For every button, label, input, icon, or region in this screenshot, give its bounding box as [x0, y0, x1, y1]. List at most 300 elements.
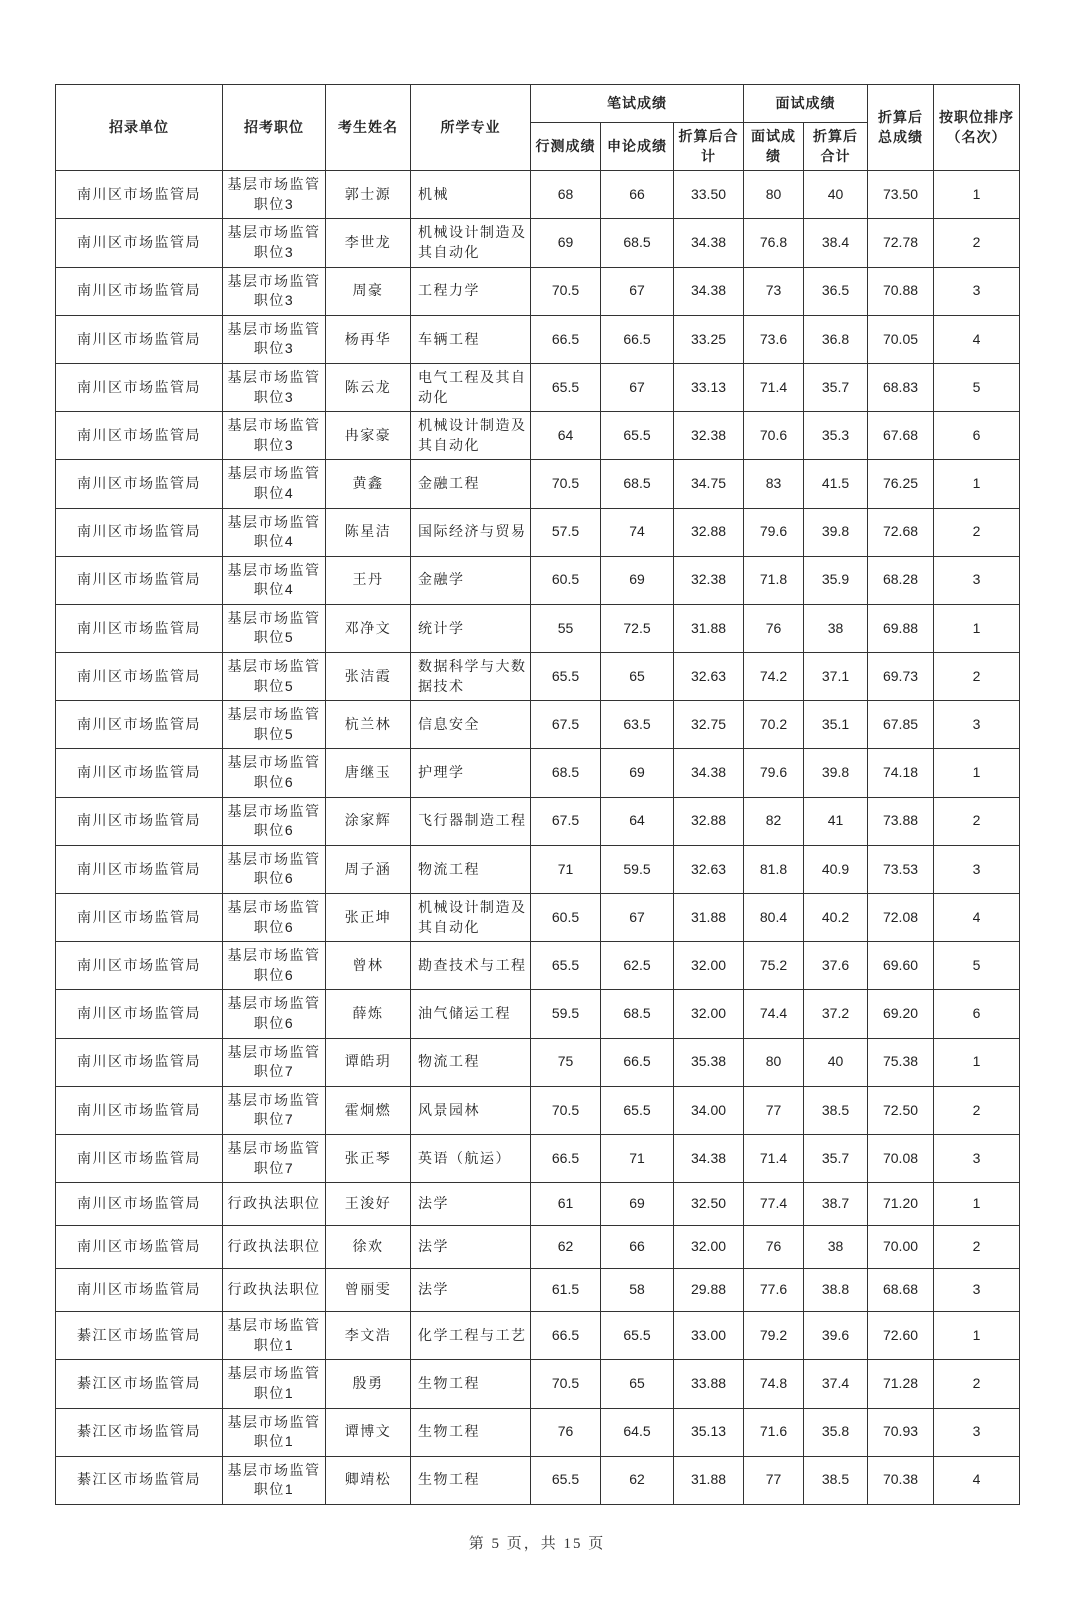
cell-iscore: 79.6: [744, 749, 804, 797]
cell-wconv: 34.75: [674, 460, 744, 508]
cell-total: 69.20: [868, 990, 934, 1038]
cell-xingce: 65.5: [531, 942, 601, 990]
cell-position: 行政执法职位: [223, 1183, 326, 1226]
cell-xingce: 71: [531, 845, 601, 893]
cell-position: 基层市场监管职位5: [223, 604, 326, 652]
cell-iconv: 38.7: [804, 1183, 868, 1226]
cell-name: 张正坤: [326, 894, 411, 942]
cell-unit: 南川区市场监管局: [56, 845, 223, 893]
cell-iconv: 37.6: [804, 942, 868, 990]
col-group-interview-score: 面试成绩: [744, 85, 868, 123]
cell-unit: 南川区市场监管局: [56, 1269, 223, 1312]
cell-iconv: 40.9: [804, 845, 868, 893]
cell-iscore: 74.8: [744, 1360, 804, 1408]
cell-position: 基层市场监管职位6: [223, 942, 326, 990]
table-row: [56, 1269, 1020, 1312]
cell-iscore: 79.2: [744, 1312, 804, 1360]
cell-total: 70.93: [868, 1408, 934, 1456]
cell-major: 英语（航运）: [411, 1134, 531, 1182]
cell-xingce: 70.5: [531, 267, 601, 315]
cell-xingce: 76: [531, 1408, 601, 1456]
cell-major: 物流工程: [411, 845, 531, 893]
cell-iconv: 35.9: [804, 556, 868, 604]
cell-name: 李世龙: [326, 219, 411, 267]
cell-xingce: 65.5: [531, 653, 601, 701]
col-header-candidate-name: 考生姓名: [326, 85, 411, 171]
col-header-interview-score: 面试成绩: [744, 123, 804, 171]
table-row: [56, 171, 1020, 219]
cell-rank: 2: [934, 1360, 1020, 1408]
cell-total: 69.88: [868, 604, 934, 652]
cell-total: 75.38: [868, 1038, 934, 1086]
cell-shenlun: 66.5: [601, 1038, 674, 1086]
cell-name: 谭皓玥: [326, 1038, 411, 1086]
cell-total: 70.05: [868, 315, 934, 363]
cell-shenlun: 69: [601, 556, 674, 604]
cell-wconv: 32.00: [674, 942, 744, 990]
cell-total: 68.83: [868, 363, 934, 411]
cell-major: 油气储运工程: [411, 990, 531, 1038]
cell-rank: 2: [934, 508, 1020, 556]
cell-total: 67.68: [868, 412, 934, 460]
cell-total: 70.08: [868, 1134, 934, 1182]
cell-shenlun: 68.5: [601, 990, 674, 1038]
cell-xingce: 75: [531, 1038, 601, 1086]
cell-xingce: 60.5: [531, 894, 601, 942]
col-header-total-score: 折算后总成绩: [868, 85, 934, 171]
cell-total: 69.73: [868, 653, 934, 701]
cell-wconv: 32.38: [674, 412, 744, 460]
cell-total: 72.78: [868, 219, 934, 267]
cell-iscore: 71.4: [744, 1134, 804, 1182]
cell-rank: 4: [934, 1456, 1020, 1504]
table-row: [56, 1312, 1020, 1360]
table-row: [56, 845, 1020, 893]
cell-name: 霍炯燃: [326, 1086, 411, 1134]
cell-major: 飞行器制造工程: [411, 797, 531, 845]
cell-iconv: 38.4: [804, 219, 868, 267]
cell-shenlun: 59.5: [601, 845, 674, 893]
table-row: [56, 1038, 1020, 1086]
cell-name: 王丹: [326, 556, 411, 604]
cell-total: 71.20: [868, 1183, 934, 1226]
cell-iscore: 76: [744, 1226, 804, 1269]
cell-unit: 南川区市场监管局: [56, 171, 223, 219]
cell-total: 74.18: [868, 749, 934, 797]
cell-major: 机械设计制造及其自动化: [411, 412, 531, 460]
cell-shenlun: 65: [601, 653, 674, 701]
cell-rank: 2: [934, 797, 1020, 845]
cell-shenlun: 66: [601, 171, 674, 219]
table-row: [56, 990, 1020, 1038]
table-row: [56, 797, 1020, 845]
cell-xingce: 59.5: [531, 990, 601, 1038]
cell-name: 曾丽雯: [326, 1269, 411, 1312]
cell-position: 基层市场监管职位6: [223, 990, 326, 1038]
cell-rank: 1: [934, 749, 1020, 797]
cell-shenlun: 69: [601, 749, 674, 797]
cell-major: 数据科学与大数据技术: [411, 653, 531, 701]
col-header-major: 所学专业: [411, 85, 531, 171]
cell-xingce: 60.5: [531, 556, 601, 604]
cell-wconv: 32.50: [674, 1183, 744, 1226]
cell-iscore: 71.8: [744, 556, 804, 604]
cell-position: 基层市场监管职位3: [223, 315, 326, 363]
cell-major: 工程力学: [411, 267, 531, 315]
cell-wconv: 34.38: [674, 219, 744, 267]
table-header: [56, 85, 1020, 171]
cell-rank: 3: [934, 267, 1020, 315]
cell-name: 周子涵: [326, 845, 411, 893]
cell-unit: 南川区市场监管局: [56, 460, 223, 508]
cell-unit: 南川区市场监管局: [56, 1038, 223, 1086]
cell-unit: 南川区市场监管局: [56, 1226, 223, 1269]
cell-iconv: 41.5: [804, 460, 868, 508]
table-row: [56, 556, 1020, 604]
cell-unit: 南川区市场监管局: [56, 990, 223, 1038]
cell-xingce: 61: [531, 1183, 601, 1226]
cell-iscore: 74.2: [744, 653, 804, 701]
cell-shenlun: 68.5: [601, 460, 674, 508]
table-row: [56, 267, 1020, 315]
cell-wconv: 32.88: [674, 797, 744, 845]
cell-xingce: 62: [531, 1226, 601, 1269]
cell-xingce: 67.5: [531, 701, 601, 749]
cell-wconv: 34.38: [674, 1134, 744, 1182]
cell-rank: 6: [934, 412, 1020, 460]
cell-position: 基层市场监管职位7: [223, 1134, 326, 1182]
cell-iscore: 73.6: [744, 315, 804, 363]
col-group-written-score: 笔试成绩: [531, 85, 744, 123]
table-row: [56, 653, 1020, 701]
table-row: [56, 942, 1020, 990]
cell-position: 基层市场监管职位6: [223, 797, 326, 845]
cell-rank: 3: [934, 1134, 1020, 1182]
cell-wconv: 32.75: [674, 701, 744, 749]
col-header-rank: 按职位排序（名次）: [934, 85, 1020, 171]
cell-wconv: 35.38: [674, 1038, 744, 1086]
cell-major: 统计学: [411, 604, 531, 652]
cell-name: 李文浩: [326, 1312, 411, 1360]
table-body: [56, 171, 1020, 1505]
cell-iscore: 73: [744, 267, 804, 315]
table-row: [56, 412, 1020, 460]
cell-rank: 3: [934, 845, 1020, 893]
cell-iscore: 75.2: [744, 942, 804, 990]
cell-iconv: 39.8: [804, 749, 868, 797]
cell-iconv: 36.8: [804, 315, 868, 363]
cell-unit: 南川区市场监管局: [56, 363, 223, 411]
cell-shenlun: 72.5: [601, 604, 674, 652]
cell-name: 黄鑫: [326, 460, 411, 508]
cell-rank: 3: [934, 1408, 1020, 1456]
cell-position: 基层市场监管职位5: [223, 701, 326, 749]
cell-shenlun: 67: [601, 894, 674, 942]
cell-unit: 南川区市场监管局: [56, 412, 223, 460]
cell-name: 陈星洁: [326, 508, 411, 556]
cell-rank: 3: [934, 556, 1020, 604]
cell-wconv: 32.63: [674, 653, 744, 701]
cell-position: 基层市场监管职位1: [223, 1360, 326, 1408]
cell-iscore: 77.6: [744, 1269, 804, 1312]
cell-iconv: 40: [804, 1038, 868, 1086]
cell-name: 张正琴: [326, 1134, 411, 1182]
cell-rank: 1: [934, 604, 1020, 652]
cell-xingce: 70.5: [531, 1360, 601, 1408]
page-number: 第 5 页，共 15 页: [468, 1536, 606, 1552]
cell-wconv: 32.63: [674, 845, 744, 893]
cell-total: 72.60: [868, 1312, 934, 1360]
cell-wconv: 33.13: [674, 363, 744, 411]
cell-rank: 4: [934, 894, 1020, 942]
cell-total: 70.00: [868, 1226, 934, 1269]
cell-iscore: 82: [744, 797, 804, 845]
table-row: [56, 749, 1020, 797]
cell-iconv: 38.8: [804, 1269, 868, 1312]
cell-total: 72.50: [868, 1086, 934, 1134]
cell-major: 机械: [411, 171, 531, 219]
cell-xingce: 61.5: [531, 1269, 601, 1312]
cell-unit: 南川区市场监管局: [56, 894, 223, 942]
cell-total: 68.68: [868, 1269, 934, 1312]
cell-rank: 3: [934, 701, 1020, 749]
cell-iconv: 36.5: [804, 267, 868, 315]
cell-xingce: 67.5: [531, 797, 601, 845]
cell-wconv: 31.88: [674, 1456, 744, 1504]
cell-iconv: 35.7: [804, 1134, 868, 1182]
cell-xingce: 68: [531, 171, 601, 219]
cell-major: 生物工程: [411, 1360, 531, 1408]
cell-wconv: 33.25: [674, 315, 744, 363]
cell-wconv: 35.13: [674, 1408, 744, 1456]
cell-major: 护理学: [411, 749, 531, 797]
cell-shenlun: 63.5: [601, 701, 674, 749]
cell-shenlun: 62: [601, 1456, 674, 1504]
cell-major: 车辆工程: [411, 315, 531, 363]
cell-shenlun: 62.5: [601, 942, 674, 990]
cell-shenlun: 68.5: [601, 219, 674, 267]
cell-rank: 4: [934, 315, 1020, 363]
cell-wconv: 34.38: [674, 267, 744, 315]
cell-shenlun: 74: [601, 508, 674, 556]
cell-xingce: 66.5: [531, 1312, 601, 1360]
cell-name: 徐欢: [326, 1226, 411, 1269]
cell-position: 基层市场监管职位6: [223, 845, 326, 893]
cell-major: 勘查技术与工程: [411, 942, 531, 990]
table-row: [56, 701, 1020, 749]
cell-major: 电气工程及其自动化: [411, 363, 531, 411]
cell-iconv: 37.4: [804, 1360, 868, 1408]
cell-major: 法学: [411, 1183, 531, 1226]
cell-position: 基层市场监管职位4: [223, 556, 326, 604]
cell-shenlun: 69: [601, 1183, 674, 1226]
cell-total: 72.68: [868, 508, 934, 556]
cell-wconv: 33.88: [674, 1360, 744, 1408]
col-header-xingce-score: 行测成绩: [531, 123, 601, 171]
cell-xingce: 66.5: [531, 1134, 601, 1182]
cell-unit: 南川区市场监管局: [56, 556, 223, 604]
cell-iconv: 35.8: [804, 1408, 868, 1456]
cell-major: 金融学: [411, 556, 531, 604]
cell-rank: 5: [934, 942, 1020, 990]
cell-unit: 南川区市场监管局: [56, 1134, 223, 1182]
cell-total: 70.38: [868, 1456, 934, 1504]
cell-total: 67.85: [868, 701, 934, 749]
cell-shenlun: 65.5: [601, 1312, 674, 1360]
cell-major: 生物工程: [411, 1408, 531, 1456]
cell-rank: 6: [934, 990, 1020, 1038]
cell-unit: 綦江区市场监管局: [56, 1456, 223, 1504]
cell-name: 郭士源: [326, 171, 411, 219]
cell-wconv: 29.88: [674, 1269, 744, 1312]
cell-major: 化学工程与工艺: [411, 1312, 531, 1360]
cell-name: 谭博文: [326, 1408, 411, 1456]
cell-shenlun: 71: [601, 1134, 674, 1182]
cell-position: 基层市场监管职位1: [223, 1456, 326, 1504]
cell-iscore: 77: [744, 1086, 804, 1134]
cell-major: 机械设计制造及其自动化: [411, 219, 531, 267]
cell-unit: 南川区市场监管局: [56, 508, 223, 556]
col-header-unit: 招录单位: [56, 85, 223, 171]
cell-shenlun: 58: [601, 1269, 674, 1312]
cell-name: 张洁霞: [326, 653, 411, 701]
cell-iscore: 77: [744, 1456, 804, 1504]
cell-shenlun: 66.5: [601, 315, 674, 363]
col-header-shenlun-score: 申论成绩: [601, 123, 674, 171]
cell-wconv: 32.38: [674, 556, 744, 604]
cell-rank: 2: [934, 1086, 1020, 1134]
cell-name: 王浚好: [326, 1183, 411, 1226]
cell-total: 76.25: [868, 460, 934, 508]
cell-wconv: 33.50: [674, 171, 744, 219]
cell-iscore: 70.2: [744, 701, 804, 749]
cell-position: 基层市场监管职位3: [223, 363, 326, 411]
cell-shenlun: 65.5: [601, 412, 674, 460]
cell-unit: 南川区市场监管局: [56, 315, 223, 363]
cell-position: 行政执法职位: [223, 1226, 326, 1269]
cell-position: 基层市场监管职位7: [223, 1086, 326, 1134]
cell-position: 基层市场监管职位1: [223, 1312, 326, 1360]
cell-iconv: 40.2: [804, 894, 868, 942]
cell-name: 杨再华: [326, 315, 411, 363]
table-row: [56, 219, 1020, 267]
cell-xingce: 57.5: [531, 508, 601, 556]
cell-unit: 南川区市场监管局: [56, 942, 223, 990]
cell-position: 基层市场监管职位6: [223, 749, 326, 797]
cell-rank: 1: [934, 460, 1020, 508]
cell-shenlun: 67: [601, 363, 674, 411]
cell-iscore: 79.6: [744, 508, 804, 556]
cell-iscore: 77.4: [744, 1183, 804, 1226]
cell-wconv: 32.00: [674, 990, 744, 1038]
cell-xingce: 65.5: [531, 363, 601, 411]
cell-iscore: 83: [744, 460, 804, 508]
cell-rank: 2: [934, 1226, 1020, 1269]
cell-iscore: 74.4: [744, 990, 804, 1038]
cell-iconv: 39.6: [804, 1312, 868, 1360]
table-row: [56, 508, 1020, 556]
cell-position: 基层市场监管职位3: [223, 267, 326, 315]
cell-xingce: 70.5: [531, 460, 601, 508]
cell-iconv: 41: [804, 797, 868, 845]
cell-iconv: 38: [804, 604, 868, 652]
cell-position: 基层市场监管职位5: [223, 653, 326, 701]
cell-xingce: 70.5: [531, 1086, 601, 1134]
cell-rank: 1: [934, 1312, 1020, 1360]
cell-xingce: 68.5: [531, 749, 601, 797]
cell-position: 基层市场监管职位6: [223, 894, 326, 942]
col-header-interview-converted: 折算后合计: [804, 123, 868, 171]
cell-iscore: 71.6: [744, 1408, 804, 1456]
table-row: [56, 1134, 1020, 1182]
cell-unit: 南川区市场监管局: [56, 1086, 223, 1134]
cell-major: 生物工程: [411, 1456, 531, 1504]
table-row: [56, 460, 1020, 508]
table-row: [56, 1408, 1020, 1456]
cell-major: 金融工程: [411, 460, 531, 508]
cell-name: 涂家辉: [326, 797, 411, 845]
cell-unit: 南川区市场监管局: [56, 267, 223, 315]
cell-iscore: 76: [744, 604, 804, 652]
table-row: [56, 1086, 1020, 1134]
cell-unit: 綦江区市场监管局: [56, 1408, 223, 1456]
col-header-position: 招考职位: [223, 85, 326, 171]
cell-wconv: 32.00: [674, 1226, 744, 1269]
cell-position: 基层市场监管职位3: [223, 412, 326, 460]
cell-position: 基层市场监管职位3: [223, 219, 326, 267]
cell-iscore: 81.8: [744, 845, 804, 893]
cell-name: 冉家豪: [326, 412, 411, 460]
cell-total: 73.50: [868, 171, 934, 219]
cell-iconv: 38.5: [804, 1086, 868, 1134]
cell-xingce: 65.5: [531, 1456, 601, 1504]
cell-wconv: 34.00: [674, 1086, 744, 1134]
cell-iconv: 38: [804, 1226, 868, 1269]
cell-total: 70.88: [868, 267, 934, 315]
cell-name: 曾林: [326, 942, 411, 990]
cell-iconv: 39.8: [804, 508, 868, 556]
cell-iconv: 35.3: [804, 412, 868, 460]
cell-major: 法学: [411, 1269, 531, 1312]
cell-shenlun: 64.5: [601, 1408, 674, 1456]
table-row: [56, 1226, 1020, 1269]
cell-xingce: 66.5: [531, 315, 601, 363]
cell-rank: 2: [934, 653, 1020, 701]
cell-iscore: 70.6: [744, 412, 804, 460]
cell-unit: 南川区市场监管局: [56, 749, 223, 797]
cell-wconv: 31.88: [674, 604, 744, 652]
cell-wconv: 33.00: [674, 1312, 744, 1360]
cell-rank: 5: [934, 363, 1020, 411]
cell-major: 信息安全: [411, 701, 531, 749]
cell-rank: 2: [934, 219, 1020, 267]
cell-iscore: 76.8: [744, 219, 804, 267]
cell-name: 邓净文: [326, 604, 411, 652]
cell-major: 物流工程: [411, 1038, 531, 1086]
table-row: [56, 1360, 1020, 1408]
table-row: [56, 315, 1020, 363]
cell-position: 行政执法职位: [223, 1269, 326, 1312]
cell-shenlun: 66: [601, 1226, 674, 1269]
cell-position: 基层市场监管职位3: [223, 171, 326, 219]
table-row: [56, 604, 1020, 652]
cell-position: 基层市场监管职位4: [223, 508, 326, 556]
cell-total: 68.28: [868, 556, 934, 604]
cell-shenlun: 64: [601, 797, 674, 845]
table-row: [56, 363, 1020, 411]
cell-iconv: 35.1: [804, 701, 868, 749]
col-header-written-converted: 折算后合计: [674, 123, 744, 171]
